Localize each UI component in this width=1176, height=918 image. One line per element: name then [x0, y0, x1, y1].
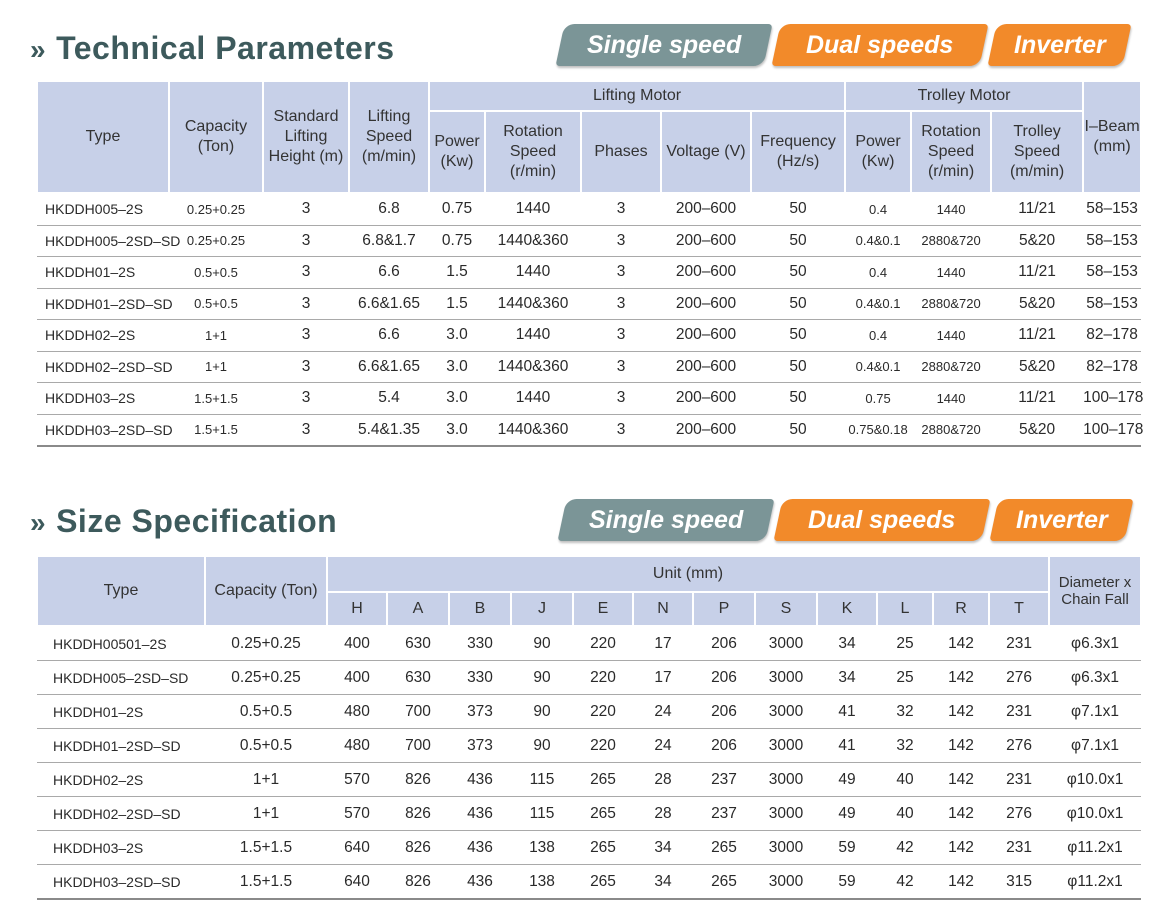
single-speed-tag: Single speed	[556, 24, 773, 66]
table-cell: 480	[327, 695, 387, 729]
table-row	[37, 193, 1141, 225]
table-cell: 0.5+0.5	[205, 729, 327, 763]
col-type: Type	[37, 81, 169, 193]
table-cell: 3	[263, 225, 349, 257]
table-cell: 0.4	[845, 193, 911, 225]
table-cell: 0.25+0.25	[169, 225, 263, 257]
col-diameter: Diameter x Chain Fall	[1049, 556, 1141, 626]
table-cell: 640	[327, 831, 387, 865]
table-cell: 436	[449, 763, 511, 797]
table-cell: 115	[511, 763, 573, 797]
table-cell: 700	[387, 729, 449, 763]
table-cell: HKDDH02–2SD–SD	[37, 797, 205, 831]
size-speed-tags	[562, 499, 1137, 541]
table-row	[37, 661, 1141, 695]
table-cell: 265	[573, 865, 633, 900]
table-cell: 480	[327, 729, 387, 763]
table-cell: 50	[751, 383, 845, 415]
col-dim-e: E	[573, 592, 633, 626]
table-cell: 0.4&0.1	[845, 288, 911, 320]
table-cell: 1440&360	[485, 288, 581, 320]
table-row	[37, 383, 1141, 415]
col-height: Standard Lifting Height (m)	[263, 81, 349, 193]
table-row	[37, 695, 1141, 729]
table-cell: 206	[693, 626, 755, 661]
table-cell: 0.25+0.25	[205, 661, 327, 695]
table-cell: 570	[327, 797, 387, 831]
table-cell: HKDDH01–2SD–SD	[37, 729, 205, 763]
table-cell: 231	[989, 626, 1049, 661]
table-cell: HKDDH01–2S	[37, 257, 169, 289]
table-cell: 6.6	[349, 320, 429, 352]
table-row	[37, 797, 1141, 831]
table-cell: 50	[751, 225, 845, 257]
table-cell: 0.75	[845, 383, 911, 415]
table-cell: 3000	[755, 865, 817, 900]
table-cell: 436	[449, 865, 511, 900]
table-cell: φ6.3x1	[1049, 661, 1141, 695]
table-cell: 3	[263, 414, 349, 446]
table-cell: 41	[817, 729, 877, 763]
table-cell: 373	[449, 695, 511, 729]
table-cell: 58–153	[1083, 257, 1141, 289]
table-cell: 82–178	[1083, 351, 1141, 383]
table-cell: 50	[751, 288, 845, 320]
table-cell: 24	[633, 695, 693, 729]
table-cell: φ6.3x1	[1049, 626, 1141, 661]
table-cell: 59	[817, 865, 877, 900]
table-cell: 142	[933, 729, 989, 763]
col-capacity: Capacity (Ton)	[169, 81, 263, 193]
table-cell: 630	[387, 661, 449, 695]
table-cell: 200–600	[661, 193, 751, 225]
table-cell: 276	[989, 661, 1049, 695]
table-cell: 206	[693, 661, 755, 695]
table-cell: 0.4&0.1	[845, 225, 911, 257]
table-cell: 3	[581, 414, 661, 446]
table-cell: 1.5+1.5	[205, 831, 327, 865]
table-cell: 50	[751, 193, 845, 225]
table-cell: 1440	[485, 257, 581, 289]
table-cell: 1440	[911, 320, 991, 352]
table-cell: 1.5+1.5	[169, 414, 263, 446]
table-cell: 1440	[911, 257, 991, 289]
table-row	[37, 865, 1141, 900]
table-cell: 6.6	[349, 257, 429, 289]
table-cell: 138	[511, 865, 573, 900]
table-cell: 50	[751, 351, 845, 383]
table-cell: 1440	[485, 320, 581, 352]
col-type: Type	[37, 556, 205, 626]
table-cell: 24	[633, 729, 693, 763]
table-cell: HKDDH03–2SD–SD	[37, 865, 205, 900]
col-lifting-speed: Lifting Speed (m/min)	[349, 81, 429, 193]
col-tm-speed: Trolley Speed (m/min)	[991, 111, 1083, 193]
table-cell: 11/21	[991, 383, 1083, 415]
table-cell: 142	[933, 695, 989, 729]
table-cell: 34	[633, 865, 693, 900]
table-cell: 41	[817, 695, 877, 729]
table-cell: 49	[817, 763, 877, 797]
tech-section-title: » Technical Parameters	[30, 30, 395, 66]
table-cell: 142	[933, 763, 989, 797]
table-cell: 3000	[755, 661, 817, 695]
table-cell: 220	[573, 695, 633, 729]
table-cell: 237	[693, 797, 755, 831]
table-cell: 3000	[755, 797, 817, 831]
table-cell: 3	[581, 351, 661, 383]
table-row	[37, 763, 1141, 797]
table-cell: 1440	[911, 383, 991, 415]
table-cell: 58–153	[1083, 225, 1141, 257]
col-dim-l: L	[877, 592, 933, 626]
table-cell: 330	[449, 626, 511, 661]
table-cell: 2880&720	[911, 351, 991, 383]
table-row	[37, 831, 1141, 865]
table-cell: 58–153	[1083, 288, 1141, 320]
table-cell: 265	[573, 763, 633, 797]
table-cell: 32	[877, 695, 933, 729]
table-cell: 373	[449, 729, 511, 763]
table-cell: 5&20	[991, 351, 1083, 383]
table-cell: 1+1	[205, 763, 327, 797]
table-cell: 34	[633, 831, 693, 865]
table-cell: 265	[573, 797, 633, 831]
table-cell: 237	[693, 763, 755, 797]
table-cell: 0.5+0.5	[205, 695, 327, 729]
table-cell: 436	[449, 831, 511, 865]
table-cell: 220	[573, 626, 633, 661]
table-cell: φ10.0x1	[1049, 797, 1141, 831]
table-cell: 265	[693, 865, 755, 900]
table-cell: 142	[933, 797, 989, 831]
table-cell: 826	[387, 797, 449, 831]
table-cell: 142	[933, 865, 989, 900]
table-cell: 3	[581, 383, 661, 415]
table-cell: 3.0	[429, 414, 485, 446]
table-cell: 231	[989, 831, 1049, 865]
table-cell: 50	[751, 414, 845, 446]
table-cell: 200–600	[661, 383, 751, 415]
table-cell: 100–178	[1083, 414, 1141, 446]
col-unit: Unit (mm)	[327, 556, 1049, 592]
table-cell: 436	[449, 797, 511, 831]
table-cell: 0.75	[429, 225, 485, 257]
table-cell: 28	[633, 763, 693, 797]
double-chevron-icon: »	[30, 34, 47, 65]
table-cell: 0.5+0.5	[169, 257, 263, 289]
table-cell: 5&20	[991, 288, 1083, 320]
dual-speeds-tag: Dual speeds	[772, 24, 989, 66]
table-cell: HKDDH005–2SD–SD	[37, 661, 205, 695]
col-dim-t: T	[989, 592, 1049, 626]
table-cell: 700	[387, 695, 449, 729]
table-cell: 330	[449, 661, 511, 695]
table-cell: 6.6&1.65	[349, 288, 429, 320]
table-cell: 3	[581, 225, 661, 257]
table-cell: 200–600	[661, 320, 751, 352]
table-cell: 58–153	[1083, 193, 1141, 225]
table-cell: 1+1	[169, 351, 263, 383]
table-cell: 40	[877, 797, 933, 831]
col-dim-j: J	[511, 592, 573, 626]
table-row	[37, 288, 1141, 320]
table-cell: 115	[511, 797, 573, 831]
table-cell: 3	[581, 320, 661, 352]
table-cell: 34	[817, 626, 877, 661]
table-cell: 3000	[755, 831, 817, 865]
size-specification-table	[36, 555, 1142, 900]
col-dim-h: H	[327, 592, 387, 626]
table-cell: 50	[751, 257, 845, 289]
table-cell: 17	[633, 626, 693, 661]
table-cell: 3	[263, 383, 349, 415]
table-cell: HKDDH02–2S	[37, 763, 205, 797]
table-cell: 0.75&0.18	[845, 414, 911, 446]
table-cell: 0.4	[845, 320, 911, 352]
dual-speeds-tag: Dual speeds	[774, 499, 991, 541]
table-cell: 400	[327, 661, 387, 695]
table-cell: 11/21	[991, 320, 1083, 352]
table-cell: 32	[877, 729, 933, 763]
table-cell: φ11.2x1	[1049, 831, 1141, 865]
table-cell: 3000	[755, 626, 817, 661]
col-trolley-motor: Trolley Motor	[845, 81, 1083, 111]
table-cell: 0.75	[429, 193, 485, 225]
table-cell: 3.0	[429, 383, 485, 415]
table-cell: 220	[573, 729, 633, 763]
table-cell: 3	[581, 193, 661, 225]
table-cell: 200–600	[661, 257, 751, 289]
col-lm-voltage: Voltage (V)	[661, 111, 751, 193]
table-cell: φ7.1x1	[1049, 695, 1141, 729]
table-row	[37, 626, 1141, 661]
inverter-tag: Inverter	[988, 24, 1132, 66]
col-dim-k: K	[817, 592, 877, 626]
table-cell: 28	[633, 797, 693, 831]
table-cell: 826	[387, 831, 449, 865]
table-cell: 90	[511, 695, 573, 729]
table-cell: 59	[817, 831, 877, 865]
table-cell: HKDDH03–2S	[37, 383, 169, 415]
table-cell: 3000	[755, 729, 817, 763]
table-row	[37, 414, 1141, 446]
table-cell: HKDDH02–2SD–SD	[37, 351, 169, 383]
table-row	[37, 225, 1141, 257]
table-cell: 17	[633, 661, 693, 695]
table-cell: 3	[263, 351, 349, 383]
technical-parameters-table	[36, 80, 1142, 447]
col-dim-r: R	[933, 592, 989, 626]
table-cell: 200–600	[661, 351, 751, 383]
inverter-tag: Inverter	[990, 499, 1134, 541]
col-lm-phases: Phases	[581, 111, 661, 193]
table-cell: 5.4&1.35	[349, 414, 429, 446]
table-cell: 3	[581, 257, 661, 289]
table-cell: 6.8	[349, 193, 429, 225]
table-cell: 142	[933, 626, 989, 661]
table-cell: φ11.2x1	[1049, 865, 1141, 900]
table-cell: 25	[877, 661, 933, 695]
table-cell: 82–178	[1083, 320, 1141, 352]
table-cell: 0.25+0.25	[205, 626, 327, 661]
col-tm-rotation: Rotation Speed (r/min)	[911, 111, 991, 193]
table-cell: 49	[817, 797, 877, 831]
size-section-title: » Size Specification	[30, 503, 338, 539]
table-cell: 138	[511, 831, 573, 865]
col-lifting-motor: Lifting Motor	[429, 81, 845, 111]
single-speed-tag: Single speed	[558, 499, 775, 541]
table-cell: 826	[387, 865, 449, 900]
table-cell: 1.5	[429, 288, 485, 320]
table-row	[37, 320, 1141, 352]
table-cell: 100–178	[1083, 383, 1141, 415]
col-capacity: Capacity (Ton)	[205, 556, 327, 626]
table-cell: 1+1	[169, 320, 263, 352]
table-cell: 42	[877, 831, 933, 865]
col-lm-power: Power (Kw)	[429, 111, 485, 193]
table-cell: 142	[933, 831, 989, 865]
table-cell: 5.4	[349, 383, 429, 415]
table-cell: 0.5+0.5	[169, 288, 263, 320]
table-cell: HKDDH01–2SD–SD	[37, 288, 169, 320]
table-cell: φ10.0x1	[1049, 763, 1141, 797]
table-cell: 640	[327, 865, 387, 900]
table-cell: 6.8&1.7	[349, 225, 429, 257]
table-cell: 5&20	[991, 225, 1083, 257]
table-cell: 3	[581, 288, 661, 320]
table-cell: HKDDH02–2S	[37, 320, 169, 352]
table-cell: 265	[573, 831, 633, 865]
col-dim-p: P	[693, 592, 755, 626]
table-cell: 90	[511, 729, 573, 763]
table-cell: 90	[511, 626, 573, 661]
table-cell: 231	[989, 695, 1049, 729]
table-cell: 0.4	[845, 257, 911, 289]
col-dim-n: N	[633, 592, 693, 626]
table-cell: HKDDH005–2S	[37, 193, 169, 225]
table-cell: 206	[693, 695, 755, 729]
table-cell: HKDDH01–2S	[37, 695, 205, 729]
table-cell: 142	[933, 661, 989, 695]
table-cell: 200–600	[661, 288, 751, 320]
table-cell: 2880&720	[911, 414, 991, 446]
table-cell: 276	[989, 797, 1049, 831]
table-cell: 1440	[485, 193, 581, 225]
table-cell: 0.25+0.25	[169, 193, 263, 225]
table-cell: 3.0	[429, 351, 485, 383]
table-cell: 34	[817, 661, 877, 695]
tech-speed-tags	[560, 24, 1135, 66]
table-cell: 200–600	[661, 414, 751, 446]
table-cell: 11/21	[991, 193, 1083, 225]
table-cell: 2880&720	[911, 225, 991, 257]
table-cell: 2880&720	[911, 288, 991, 320]
table-cell: 276	[989, 729, 1049, 763]
table-cell: 3.0	[429, 320, 485, 352]
table-cell: 1440&360	[485, 414, 581, 446]
table-cell: 42	[877, 865, 933, 900]
table-cell: HKDDH03–2SD–SD	[37, 414, 169, 446]
table-cell: 3	[263, 193, 349, 225]
table-cell: 826	[387, 763, 449, 797]
table-cell: 220	[573, 661, 633, 695]
col-dim-b: B	[449, 592, 511, 626]
table-cell: 231	[989, 763, 1049, 797]
col-dim-s: S	[755, 592, 817, 626]
table-cell: 1440&360	[485, 225, 581, 257]
table-cell: 265	[693, 831, 755, 865]
table-cell: HKDDH03–2S	[37, 831, 205, 865]
table-cell: 570	[327, 763, 387, 797]
table-cell: 1440	[911, 193, 991, 225]
table-cell: 400	[327, 626, 387, 661]
col-tm-power: Power (Kw)	[845, 111, 911, 193]
table-cell: 25	[877, 626, 933, 661]
col-dim-a: A	[387, 592, 449, 626]
table-cell: 1.5	[429, 257, 485, 289]
table-cell: 630	[387, 626, 449, 661]
table-cell: 5&20	[991, 414, 1083, 446]
table-cell: 206	[693, 729, 755, 763]
table-row	[37, 351, 1141, 383]
table-cell: 1440&360	[485, 351, 581, 383]
table-cell: 1440	[485, 383, 581, 415]
table-cell: 315	[989, 865, 1049, 900]
table-cell: 3	[263, 257, 349, 289]
table-cell: 50	[751, 320, 845, 352]
table-cell: 11/21	[991, 257, 1083, 289]
col-lm-rotation: Rotation Speed (r/min)	[485, 111, 581, 193]
table-cell: 6.6&1.65	[349, 351, 429, 383]
table-cell: 40	[877, 763, 933, 797]
col-lm-frequency: Frequency (Hz/s)	[751, 111, 845, 193]
table-cell: 0.4&0.1	[845, 351, 911, 383]
table-cell: 3	[263, 288, 349, 320]
table-cell: 90	[511, 661, 573, 695]
col-ibeam: I–Beam (mm)	[1083, 81, 1141, 193]
table-cell: HKDDH005–2SD–SD	[37, 225, 169, 257]
double-chevron-icon: »	[30, 507, 47, 538]
table-row	[37, 729, 1141, 763]
table-row	[37, 257, 1141, 289]
table-cell: 3000	[755, 695, 817, 729]
table-cell: 1.5+1.5	[169, 383, 263, 415]
table-cell: 3	[263, 320, 349, 352]
table-cell: 3000	[755, 763, 817, 797]
table-cell: 1.5+1.5	[205, 865, 327, 900]
table-cell: HKDDH00501–2S	[37, 626, 205, 661]
table-cell: 1+1	[205, 797, 327, 831]
table-cell: 200–600	[661, 225, 751, 257]
table-cell: φ7.1x1	[1049, 729, 1141, 763]
